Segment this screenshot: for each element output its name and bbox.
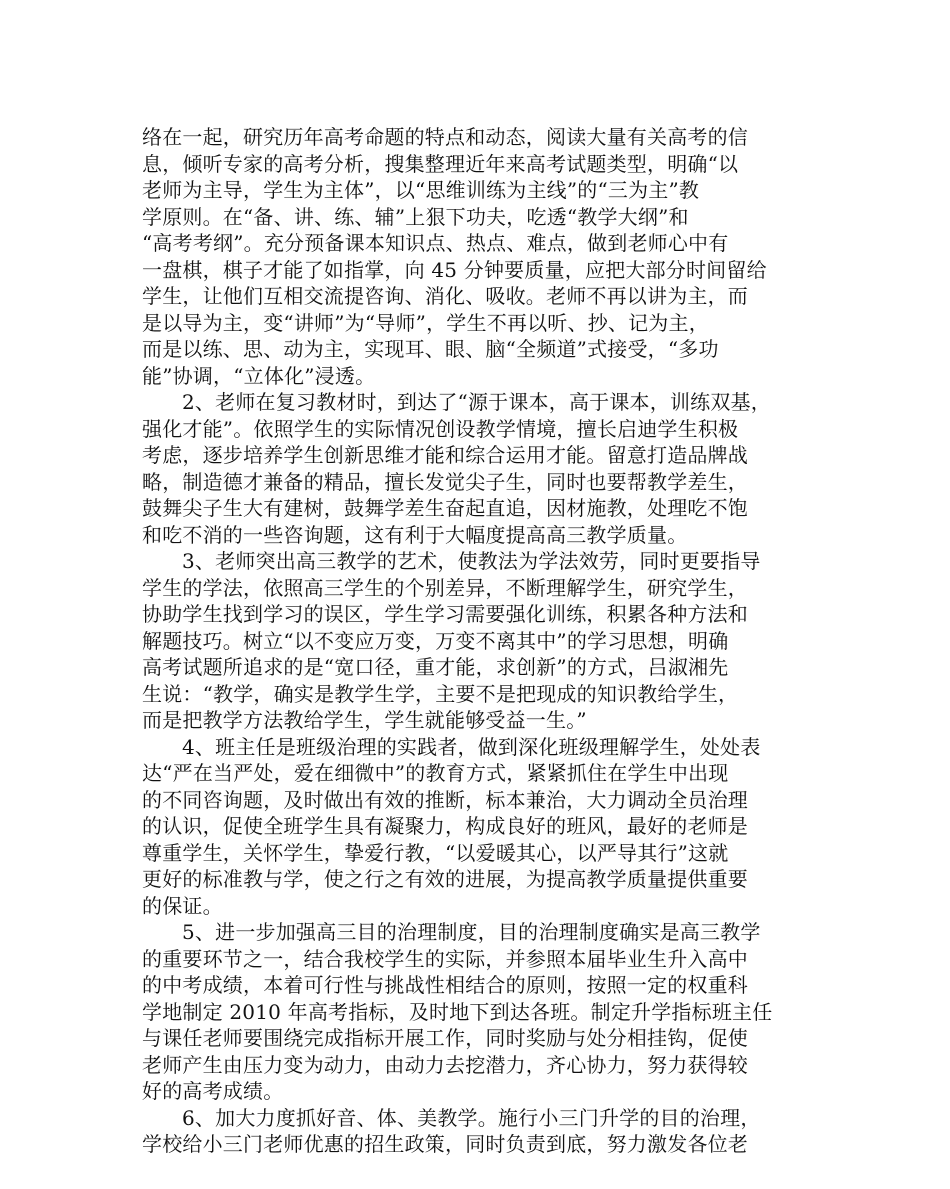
- text-line: 与课任老师要围绕完成指标开展工作，同时奖励与处分相挂钩，促使: [142, 1026, 748, 1050]
- text-line: 学校给小三门老师优惠的招生政策，同时负责到底，努力激发各位老: [142, 1132, 748, 1156]
- text-line: 和吃不消的一些咨询题，这有利于大幅度提高高三教学质量。: [142, 522, 688, 547]
- text-line: 生说：“教学，确实是教学生学，主要不是把现成的知识教给学生，: [142, 681, 739, 706]
- text-line: “高考考纲”。充分预备课本知识点、热点、难点，做到老师心中有: [142, 231, 729, 255]
- text-line: 学原则。在“备、讲、练、辅”上狠下功夫，吃透“教学大纲”和: [142, 204, 689, 229]
- text-line: 的中考成绩，本着可行性与挑战性相结合的原则，按照一定的权重科: [142, 973, 748, 997]
- text-line: 一盘棋，棋子才能了如指掌，向 45 分钟要质量，应把大部分时间留给: [142, 257, 767, 282]
- text-line: 强化才能”。依照学生的实际情况创设教学情境，擅长启迪学生积极: [142, 416, 739, 441]
- text-line: 略，制造德才兼备的精品，擅长发觉尖子生，同时也要帮教学差生，: [142, 469, 748, 494]
- paragraph-first-line: 6、加大力度抓好音、体、美教学。施行小三门升学的目的治理，: [182, 1105, 761, 1130]
- text-line: 能”协调，“立体化”浸透。: [142, 363, 376, 388]
- text-line: 老师产生由压力变为动力，由动力去挖潜力，齐心协力，努力获得较: [142, 1052, 748, 1077]
- text-line: 的重要环节之一，结合我校学生的实际，并参照本届毕业生升入高中: [142, 946, 748, 971]
- text-line: 达“严在当严处，爱在细微中”的教育方式，紧紧抓住在学生中出现: [142, 761, 729, 785]
- body-text: [142, 124, 818, 1158]
- text-line: 好的高考成绩。: [142, 1079, 284, 1103]
- text-line: 老师为主导，学生为主体”，以“思维训练为主线”的“三为主”教: [142, 178, 700, 202]
- text-line: 的不同咨询题，及时做出有效的推断，标本兼治，大力调动全员治理: [142, 787, 748, 812]
- text-line: 学生的学法，依照高三学生的个别差异，不断理解学生，研究学生，: [142, 575, 748, 600]
- text-line: 协助学生找到学习的误区，学生学习需要强化训练，积累各种方法和: [142, 602, 748, 626]
- text-line: 而是以练、思、动为主，实现耳、眼、脑“全频道”式接受，“多功: [142, 337, 719, 361]
- text-line: 考虑，逐步培养学生创新思维才能和综合运用才能。留意打造品牌战: [142, 443, 748, 467]
- text-line: 息，倾听专家的高考分析，搜集整理近年来高考试题类型，明确“以: [142, 151, 739, 176]
- paragraph-first-line: 5、进一步加强高三目的治理制度，目的治理制度确实是高三教学: [182, 920, 761, 944]
- text-line: 而是把教学方法教给学生，学生就能够受益一生。”: [142, 708, 587, 732]
- text-line: 高考试题所追求的是“宽口径，重才能，求创新”的方式，吕淑湘先: [142, 655, 729, 679]
- paragraph-first-line: 2、老师在复习教材时，到达了“源于课本，高于课本，训练双基，: [182, 390, 771, 414]
- text-line: 的认识，促使全班学生具有凝聚力，构成良好的班风，最好的老师是: [142, 814, 748, 838]
- text-line: 解题技巧。树立“以不变应万变，万变不离其中”的学习思想，明确: [142, 628, 729, 653]
- text-line: 学生，让他们互相交流提咨询、消化、吸收。老师不再以讲为主，而: [142, 284, 748, 308]
- paragraph-first-line: 3、老师突出高三教学的艺术，使教法为学法效劳，同时更要指导: [182, 549, 761, 573]
- text-line: 是以导为主，变“讲师”为“导师”，学生不再以听、抄、记为主，: [142, 310, 709, 335]
- text-line: 鼓舞尖子生大有建树，鼓舞学差生奋起直追，因材施教，处理吃不饱: [142, 496, 748, 520]
- paragraph-first-line: 4、班主任是班级治理的实践者，做到深化班级理解学生，处处表: [182, 734, 761, 759]
- text-line: 更好的标准教与学，使之行之有效的进展，为提高教学质量提供重要: [142, 867, 748, 891]
- text-line: 尊重学生，关怀学生，挚爱行教，“以爱暖其心，以严导其行”这就: [142, 840, 729, 865]
- text-line: 的保证。: [142, 893, 223, 918]
- text-line: 学地制定 2010 年高考指标，及时地下到达各班。制定升学指标班主任: [142, 999, 773, 1024]
- text-line: 络在一起，研究历年高考命题的特点和动态，阅读大量有关高考的信: [142, 125, 748, 149]
